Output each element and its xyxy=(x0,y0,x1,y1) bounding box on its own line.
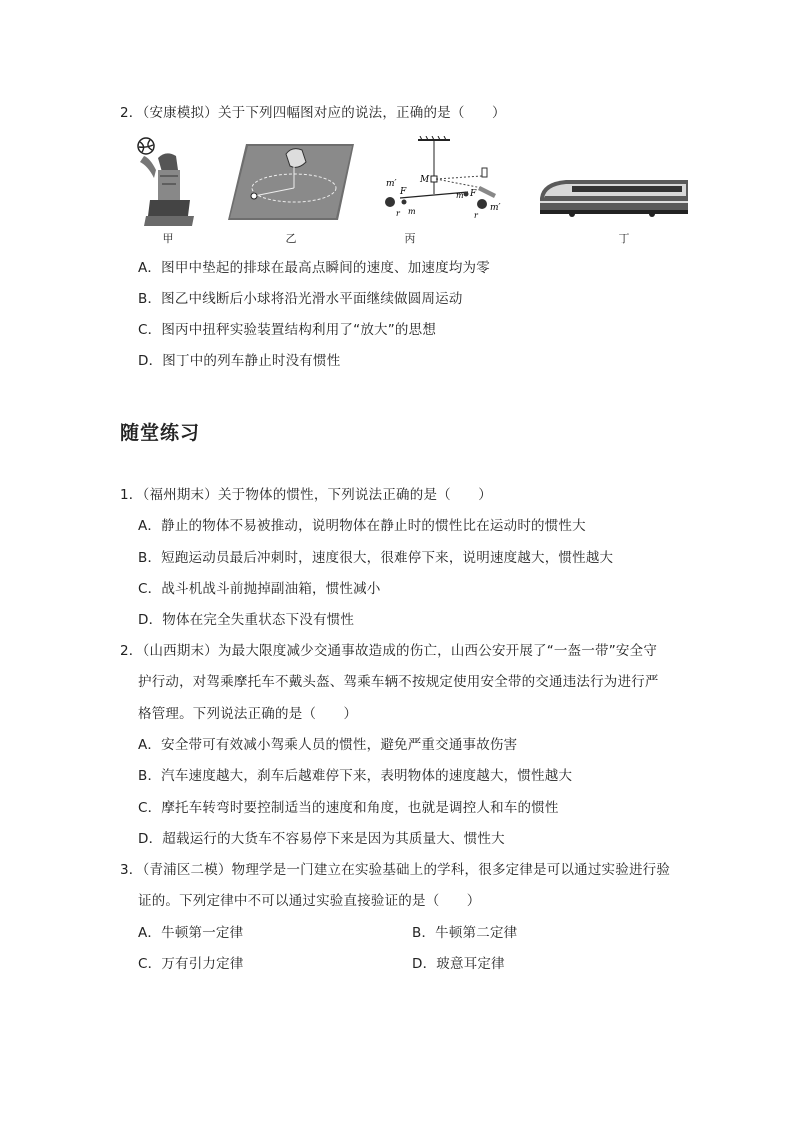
question-2-option-b: B．汽车速度越大，刹车后越难停下来，表明物体的速度越大，惯性越大 xyxy=(138,768,573,784)
question-2-option-a: A．安全带可有效减小驾乘人员的惯性，避免严重交通事故伤害 xyxy=(138,737,518,753)
caption-ding: 丁 xyxy=(618,232,630,245)
train-figure xyxy=(532,136,694,228)
label-r-right: r xyxy=(474,211,478,220)
question-top-option-c: C．图丙中扭秤实验装置结构利用了“放大”的思想 xyxy=(138,322,437,338)
question-2-stem-line-3: 格管理。下列说法正确的是（ ） xyxy=(138,706,358,722)
circular-motion-figure xyxy=(226,136,356,228)
question-3-stem-line-1: 3．（青浦区二模）物理学是一门建立在实验基础上的学科，很多定律是可以通过实验进行验 xyxy=(120,862,671,878)
label-f-right: F xyxy=(470,189,477,199)
question-1-stem: 1．（福州期末）关于物体的惯性，下列说法正确的是（ ） xyxy=(120,487,492,503)
volleyball-player-figure xyxy=(128,136,206,228)
question-2-option-c: C．摩托车转弯时要控制适当的速度和角度，也就是调控人和车的惯性 xyxy=(138,800,559,816)
question-top-stem: 2．（安康模拟）关于下列四幅图对应的说法，正确的是（ ） xyxy=(120,105,506,121)
question-top-option-b: B．图乙中线断后小球将沿光滑水平面继续做圆周运动 xyxy=(138,291,463,307)
section-title: 随堂练习 xyxy=(120,422,201,444)
question-3-option-c: C．万有引力定律 xyxy=(138,956,244,972)
question-3-option-b: B．牛顿第二定律 xyxy=(412,925,518,941)
question-2-option-d: D．超载运行的大货车不容易停下来是因为其质量大、惯性大 xyxy=(138,831,505,847)
label-big-m: M xyxy=(420,175,430,185)
label-m-prime-left: m′ xyxy=(386,179,397,189)
caption-jia: 甲 xyxy=(162,232,174,245)
question-2-stem-line-1: 2．（山西期末）为最大限度减少交通事故造成的伤亡，山西公安开展了“一盔一带”安全守 xyxy=(120,643,658,659)
question-1-option-b: B．短跑运动员最后冲刺时，速度很大，很难停下来，说明速度越大，惯性越大 xyxy=(138,550,614,566)
figure-row xyxy=(128,136,708,246)
question-3-option-d: D．玻意耳定律 xyxy=(412,956,505,972)
caption-bing: 丙 xyxy=(404,232,416,245)
question-top-option-d: D．图丁中的列车静止时没有惯性 xyxy=(138,353,341,369)
label-m-prime-right: m′ xyxy=(490,203,501,213)
label-m-right: m xyxy=(456,191,464,200)
question-3-option-a: A．牛顿第一定律 xyxy=(138,925,244,941)
caption-yi: 乙 xyxy=(285,232,297,245)
question-1-option-c: C．战斗机战斗前抛掉副油箱，惯性减小 xyxy=(138,581,381,597)
question-2-stem-line-2: 护行动，对驾乘摩托车不戴头盔、驾乘车辆不按规定使用安全带的交通违法行为进行严 xyxy=(138,674,659,690)
question-top-option-a: A．图甲中垫起的排球在最高点瞬间的速度、加速度均为零 xyxy=(138,260,490,276)
question-3-stem-line-2: 证的。下列定律中不可以通过实验直接验证的是（ ） xyxy=(138,893,481,909)
torsion-balance-figure xyxy=(378,136,518,228)
label-m-left: m xyxy=(408,207,416,216)
label-r-left: r xyxy=(396,209,400,218)
question-1-option-d: D．物体在完全失重状态下没有惯性 xyxy=(138,612,355,628)
label-f-left: F xyxy=(400,187,407,197)
question-1-option-a: A．静止的物体不易被推动，说明物体在静止时的惯性比在运动时的惯性大 xyxy=(138,518,586,534)
